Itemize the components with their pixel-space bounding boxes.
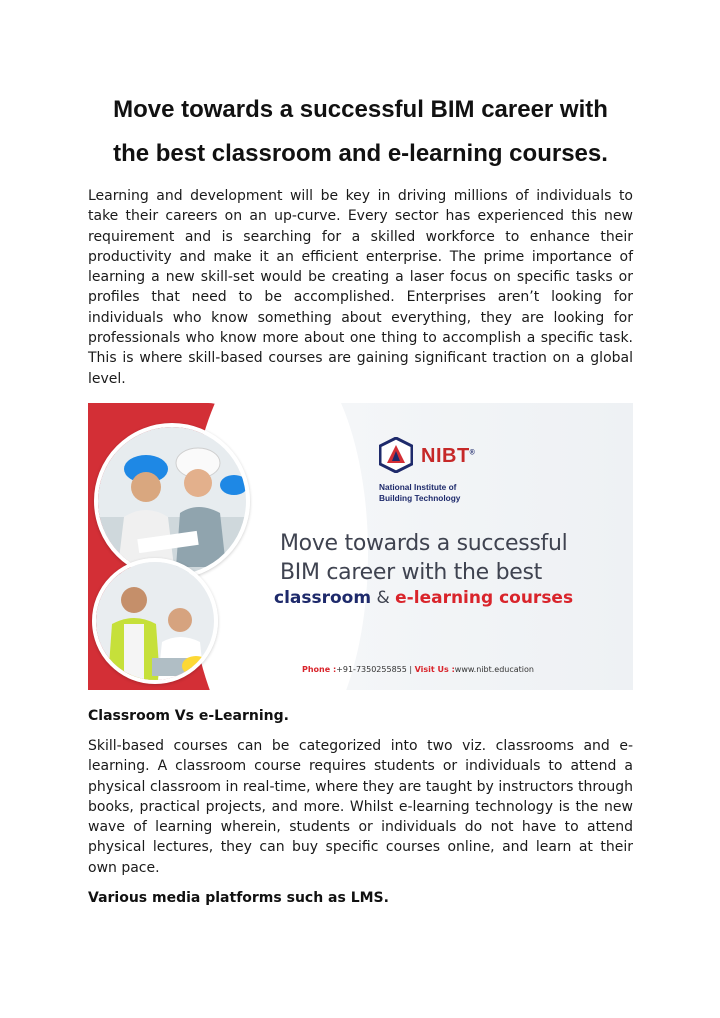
banner-headline-line-2: BIM career with the best: [280, 559, 542, 585]
engineers-laptop-photo: [92, 558, 218, 684]
banner-subheadline: [274, 588, 573, 608]
promo-banner: [88, 403, 633, 690]
engineers-meeting-photo: [94, 423, 250, 579]
banner-contact: [302, 665, 534, 674]
title-line-2: the best classroom and e-learning courses.: [113, 140, 608, 167]
document-page: [88, 0, 633, 908]
phone-value: +91-7350255855: [336, 664, 407, 674]
section-paragraph-classroom-vs-elearning: Skill-based courses can be categorized into two viz. classrooms and e-learning. A classroom course requires students or individuals to attend a physical classroom in real-time, where they are taught by instructors through books, practical projects, and more. Whilst e-learning technology is the new wave of learning wherein, students or individuals do not have to attend physical lectures, they can buy specific courses online, and learn at their own pace.: [88, 737, 633, 876]
contact-separator: |: [406, 664, 415, 674]
intro-paragraph: Learning and development will be key in driving millions of individuals to take their careers on an up-curve. Every sector has experienced this new requirement and is searching for a skilled workforce to enhance their productivity and make it an efficient enterprise. The prime importance of learning a new skill-set would be creating a laser focus on specific tasks or profiles that need to be accomplished. Enterprises aren’t looking for individuals who know something about everything, they are looking for professionals who know more about one thing to accomplish a specific task. This is where skill-based courses are gaining significant traction on a global level.: [88, 188, 633, 387]
section-heading-classroom-vs-elearning: Classroom Vs e-Learning.: [88, 707, 289, 724]
nibt-logo-icon: [379, 437, 413, 473]
logo-subtitle-line-1: National Institute of: [379, 481, 457, 492]
title-line-1: Move towards a successful BIM career with: [113, 96, 608, 123]
banner-headline: [280, 529, 620, 587]
nibt-logo: [379, 437, 489, 507]
banner-headline-line-1: Move towards a successful: [280, 530, 568, 556]
banner-classroom-text: classroom: [274, 587, 372, 608]
visit-label: Visit Us :: [414, 664, 455, 674]
visit-value: www.nibt.education: [454, 664, 534, 674]
phone-label: Phone :: [302, 664, 337, 674]
logo-name: NIBT®: [421, 444, 476, 467]
logo-subtitle-line-2: Building Technology: [379, 492, 461, 503]
banner-amp-text: &: [371, 587, 396, 608]
banner-elearning-text: e-learning courses: [395, 587, 574, 608]
document-title: [88, 88, 633, 176]
logo-subtitle: [379, 482, 460, 504]
section-heading-media-platforms: Various media platforms such as LMS.: [88, 890, 389, 907]
